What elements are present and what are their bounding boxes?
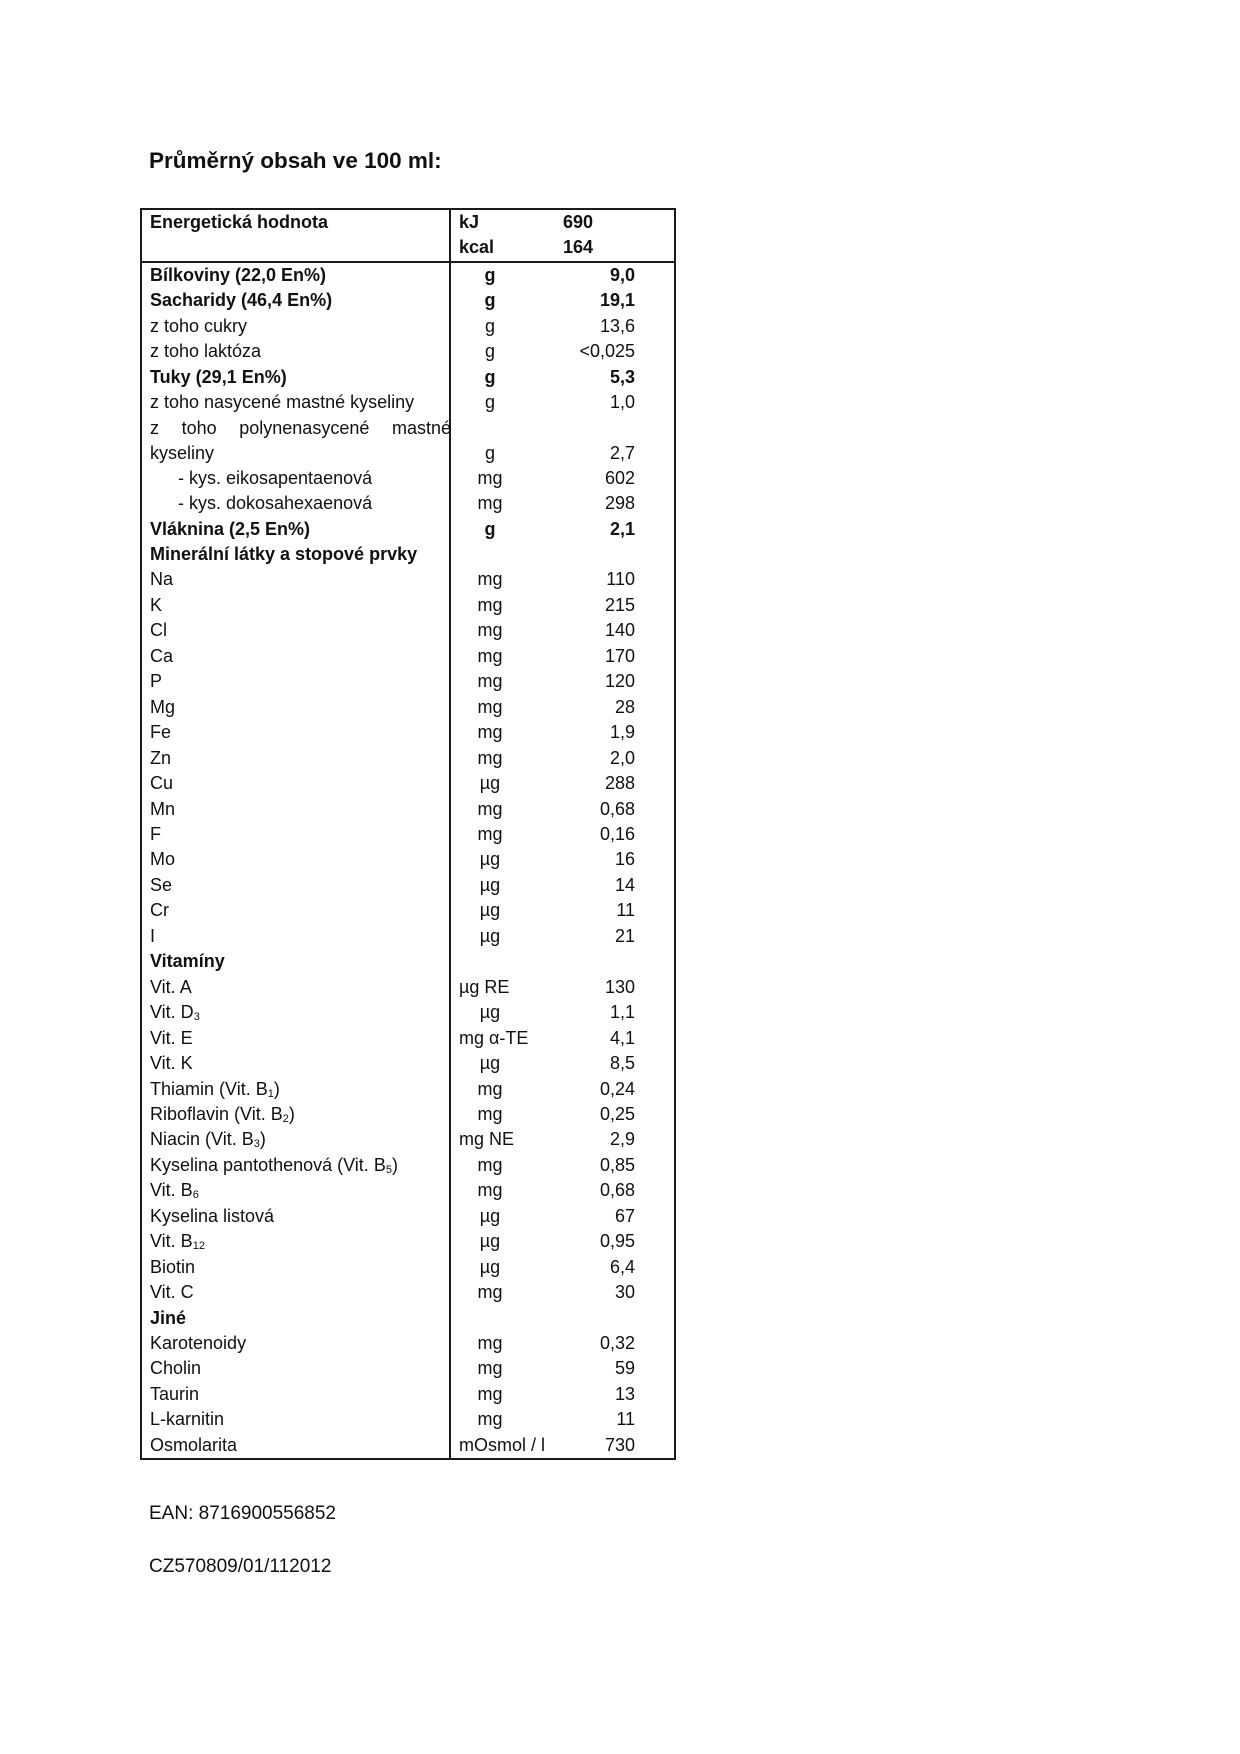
nutrient-name-text: Cholin [150,1358,202,1379]
nutrient-value: 0,32 [599,1333,635,1354]
nutrient-value: 16 [614,849,635,870]
nutrient-name-text: Mg [150,696,176,717]
nutrient-row [142,1102,674,1127]
nutrient-name [142,365,451,390]
nutrient-unit: mg [477,798,503,819]
nutrient-name [142,288,451,313]
nutrient-unit: µg [479,900,501,921]
nutrient-row [142,365,674,390]
nutrient-value: 730 [604,1434,635,1455]
nutrient-name-text: Taurin [150,1383,200,1404]
nutrient-name [142,390,451,415]
nutrient-value: 0,68 [599,1180,635,1201]
nutrient-name [142,1102,451,1127]
nutrient-name-text: Vit. D [150,1002,194,1023]
nutrient-row [142,1051,674,1076]
nutrient-name-text: z toho laktóza [150,341,262,362]
energy-empty-cell [142,235,451,260]
nutrient-value: 2,1 [609,518,635,539]
section-heading [142,1306,451,1331]
nutrient-name [142,1433,451,1458]
nutrient-name [142,898,451,923]
nutrient-unit: g [484,341,495,362]
nutrient-row [142,1331,674,1356]
nutrient-unit: µg [479,925,501,946]
nutrient-row [142,797,674,822]
nutrient-row [142,1204,674,1229]
nutrient-unit: g [484,264,496,285]
energy-row-kcal [142,235,674,260]
registration-code: CZ570809/01/112012 [149,1556,332,1577]
nutrient-name [142,644,451,669]
nutrient-name [142,695,451,720]
nutrient-unit: µg RE [459,976,510,997]
section-heading-row [142,1306,674,1331]
nutrient-row [142,847,674,872]
nutrient-row [142,466,674,491]
nutrient-value: 8,5 [609,1053,635,1074]
nutrient-row [142,924,674,949]
nutrient-value: 140 [604,620,635,641]
nutrient-unit: mg [477,594,503,615]
nutrient-row [142,1382,674,1407]
nutrient-name-suffix: ) [288,1103,295,1124]
nutrient-name-text: Bílkoviny (22,0 En%) [150,264,327,285]
nutrient-name [142,924,451,949]
nutrient-value: 14 [614,874,635,895]
nutrient-name [142,746,451,771]
nutrient-row [142,1255,674,1280]
nutrient-row [142,1178,674,1203]
section-heading [142,542,451,567]
nutrient-value: 298 [604,493,635,514]
nutrient-value: 0,25 [599,1103,635,1124]
nutrient-name-text: Cu [150,773,174,794]
page-title: Průměrný obsah ve 100 ml: [149,148,442,173]
nutrient-unit: mg [477,467,503,488]
nutrient-unit: mg [477,1154,503,1175]
nutrient-value: 21 [614,925,635,946]
energy-section [142,210,674,263]
nutrient-name-text: - kys. eikosapentaenová [178,467,373,488]
nutrient-value: 0,85 [599,1154,635,1175]
nutrient-unit: mg [477,1103,503,1124]
nutrient-name-text: Niacin (Vit. B [150,1129,254,1150]
nutrient-row [142,390,674,415]
nutrient-subscript: 1 [267,1087,274,1100]
nutrient-subscript: 2 [282,1112,289,1125]
nutrient-unit: mg [477,1180,503,1201]
energy-kcal-unit: kcal [459,237,495,258]
nutrient-unit: mg NE [459,1129,515,1150]
nutrient-name-text: z toho polynenasycené mastné kyseliny [150,417,451,463]
nutrient-unit: mg [477,493,503,514]
nutrient-value: 4,1 [609,1027,635,1048]
nutrient-row [142,695,674,720]
nutrient-name-text: - kys. dokosahexaenová [178,493,373,514]
nutrient-name-text: Mo [150,849,176,870]
nutrient-name-text: z toho cukry [150,315,248,336]
nutrient-row [142,1153,674,1178]
nutrient-name [142,517,451,542]
nutrient-name-text: Kyselina pantothenová (Vit. B [150,1154,386,1175]
nutrient-unit: mg [477,1358,503,1379]
section-heading [142,949,451,974]
nutrient-value: 2,0 [609,747,635,768]
nutrient-name [142,416,451,466]
nutrient-name [142,1051,451,1076]
nutrient-unit: mg [477,722,503,743]
nutrient-value: 13 [614,1383,635,1404]
nutrient-name-text: Vit. E [150,1027,193,1048]
nutrient-value: 11 [616,900,635,921]
nutrient-name [142,491,451,516]
energy-label: Energetická hodnota [150,212,329,232]
nutrient-row [142,720,674,745]
nutrient-row [142,1433,674,1458]
nutrient-name [142,1280,451,1305]
nutrient-value: 0,95 [599,1231,635,1252]
nutrient-row [142,1229,674,1254]
nutrient-row [142,975,674,1000]
nutrient-unit [451,949,563,974]
nutrient-name-text: Cl [150,620,167,641]
nutrient-row [142,517,674,542]
nutrient-row [142,618,674,643]
nutrient-name-text: Se [150,874,173,895]
nutrient-value: 120 [604,671,635,692]
nutrient-subscript: 6 [192,1189,199,1202]
nutrient-row [142,1280,674,1305]
nutrient-unit: µg [479,1256,501,1277]
nutrient-value: 130 [604,976,635,997]
nutrient-name [142,314,451,339]
nutrient-name-text: Fe [150,722,172,743]
nutrient-value: 59 [614,1358,635,1379]
nutrient-value: 67 [614,1205,635,1226]
nutrient-value: 0,24 [599,1078,635,1099]
nutrient-name-text: Vit. K [150,1053,193,1074]
nutrient-subscript: 5 [385,1163,392,1176]
nutrient-name [142,873,451,898]
nutrient-name-text: Kyselina listová [150,1205,275,1226]
nutrient-unit: mg [477,1282,503,1303]
nutrient-name [142,1077,451,1102]
section-heading-row [142,949,674,974]
nutrient-row [142,1127,674,1152]
nutrient-name-text: Thiamin (Vit. B [150,1078,268,1099]
nutrient-unit: mg [477,1333,503,1354]
nutrient-unit: µg [479,1205,501,1226]
nutrient-unit [451,1306,563,1331]
nutrient-name [142,618,451,643]
nutrient-name [142,593,451,618]
nutrient-name-text: Vit. A [150,976,192,997]
nutrient-row [142,263,674,288]
nutrient-name-text: Osmolarita [150,1434,238,1455]
nutrient-value: 110 [606,569,635,590]
nutrition-table [140,208,676,1460]
nutrient-subscript: 12 [192,1240,205,1253]
ean-code: EAN: 8716900556852 [149,1503,336,1524]
nutrient-unit: µg [479,874,501,895]
energy-kcal-value: 164 [563,237,594,258]
nutrient-name [142,975,451,1000]
nutrient-row [142,669,674,694]
nutrient-unit: g [484,315,495,336]
nutrient-unit: g [484,442,495,463]
nutrient-name [142,1331,451,1356]
nutrient-name-text: Sacharidy (46,4 En%) [150,290,333,311]
nutrient-name-text: z toho nasycené mastné kyseliny [150,392,415,413]
nutrient-name [142,1229,451,1254]
nutrient-name-suffix: ) [391,1154,398,1175]
nutrient-name [142,1026,451,1051]
nutrient-name-text: I [150,925,156,946]
nutrient-unit: g [484,366,496,387]
nutrient-name-text: P [150,671,163,692]
nutrient-name-text: Riboflavin (Vit. B [150,1103,283,1124]
nutrient-row [142,644,674,669]
nutrient-name-text: Ca [150,645,174,666]
nutrient-name-text: Tuky (29,1 En%) [150,366,287,387]
nutrient-name-text: Zn [150,747,172,768]
nutrient-value: 11 [616,1409,635,1430]
nutrient-name-text: Vit. C [150,1282,194,1303]
nutrient-row [142,898,674,923]
nutrient-value [563,1306,673,1331]
nutrient-name [142,1255,451,1280]
nutrient-value: <0,025 [579,341,635,362]
nutrient-value: 1,0 [609,392,635,413]
nutrient-unit: mOsmol / l [459,1434,546,1455]
section-heading-row [142,542,674,567]
nutrient-value: 2,7 [609,442,635,463]
nutrient-name [142,1127,451,1152]
nutrient-unit: mg α-TE [459,1027,529,1048]
nutrient-name [142,263,451,288]
nutrient-name [142,822,451,847]
nutrient-name [142,771,451,796]
nutrient-name [142,339,451,364]
nutrient-value [563,542,673,567]
nutrient-name-text: Vit. B [150,1180,193,1201]
nutrient-value: 1,1 [609,1002,635,1023]
nutrient-name-text: Jiné [150,1307,187,1328]
nutrient-name-text: Mn [150,798,176,819]
nutrient-unit: µg [479,1053,501,1074]
nutrient-row [142,771,674,796]
nutrient-unit: mg [477,696,503,717]
nutrient-name-text: Vláknina (2,5 En%) [150,518,311,539]
nutrient-value: 9,0 [609,264,635,285]
nutrient-row [142,288,674,313]
nutrient-unit: mg [477,1383,503,1404]
nutrient-unit: mg [477,1078,503,1099]
nutrient-row [142,314,674,339]
nutrient-value: 13,6 [599,315,635,336]
nutrient-value: 170 [604,645,635,666]
nutrient-row [142,1077,674,1102]
nutrient-row [142,416,674,466]
nutrient-subscript: 3 [193,1011,200,1024]
nutrient-value: 1,9 [609,722,635,743]
nutrient-value: 28 [614,696,635,717]
nutrient-name-suffix: ) [273,1078,280,1099]
nutrient-name [142,1204,451,1229]
nutrient-unit: mg [477,671,503,692]
nutrient-unit: mg [477,747,503,768]
nutrient-unit: mg [477,569,503,590]
nutrient-name-text: Vit. B [150,1231,193,1252]
nutrient-unit: mg [477,645,503,666]
nutrient-value: 6,4 [609,1256,635,1277]
nutrient-value: 2,9 [609,1129,635,1150]
nutrient-unit: g [484,392,495,413]
nutrient-value: 0,16 [599,823,635,844]
nutrient-unit: mg [477,823,503,844]
nutrient-row [142,1356,674,1381]
nutrient-unit: mg [477,620,503,641]
nutrient-value: 288 [604,773,635,794]
nutrient-name [142,1178,451,1203]
energy-kj-unit: kJ [459,212,480,232]
nutrient-name-text: L-karnitin [150,1409,225,1430]
nutrient-name-text: Cr [150,900,169,921]
nutrient-row [142,822,674,847]
nutrient-name-text: Karotenoidy [150,1333,247,1354]
nutrient-name-text: Na [150,569,174,590]
nutrient-unit: µg [479,849,501,870]
nutrient-value: 602 [604,467,635,488]
nutrient-value: 5,3 [609,366,635,387]
nutrient-row [142,1407,674,1432]
nutrient-row [142,746,674,771]
nutrient-row [142,1000,674,1025]
nutrient-name-text: F [150,823,161,844]
nutrient-rows [142,263,674,1458]
nutrient-value [563,949,673,974]
nutrient-name [142,1356,451,1381]
nutrient-name-suffix: ) [259,1129,266,1150]
nutrient-value: 30 [614,1282,635,1303]
nutrient-name [142,1153,451,1178]
nutrient-name-text: K [150,594,163,615]
nutrient-unit: mg [477,1409,503,1430]
nutrient-row [142,593,674,618]
nutrient-name [142,797,451,822]
nutrient-subscript: 3 [253,1138,260,1151]
nutrient-row [142,1026,674,1051]
nutrient-unit: µg [479,1231,501,1252]
nutrient-unit: g [484,518,496,539]
nutrient-row [142,339,674,364]
nutrient-unit: µg [479,773,501,794]
nutrient-name-text: Biotin [150,1256,196,1277]
nutrient-row [142,567,674,592]
nutrient-unit: µg [479,1002,501,1023]
nutrient-row [142,873,674,898]
nutrient-name-text: Minerální látky a stopové prvky [150,543,418,564]
nutrient-value: 19,1 [599,290,635,311]
nutrient-name [142,466,451,491]
nutrient-value: 215 [604,594,635,615]
nutrient-unit [451,542,563,567]
nutrient-name [142,847,451,872]
energy-row-kj [142,210,674,235]
nutrient-name [142,567,451,592]
nutrient-row [142,491,674,516]
nutrient-name [142,669,451,694]
nutrient-value: 0,68 [599,798,635,819]
nutrient-name [142,720,451,745]
energy-kj-value: 690 [563,212,594,232]
nutrient-name [142,1407,451,1432]
nutrient-name [142,1000,451,1025]
nutrient-name [142,1382,451,1407]
nutrient-unit: g [484,290,496,311]
nutrient-name-text: Vitamíny [150,951,225,972]
